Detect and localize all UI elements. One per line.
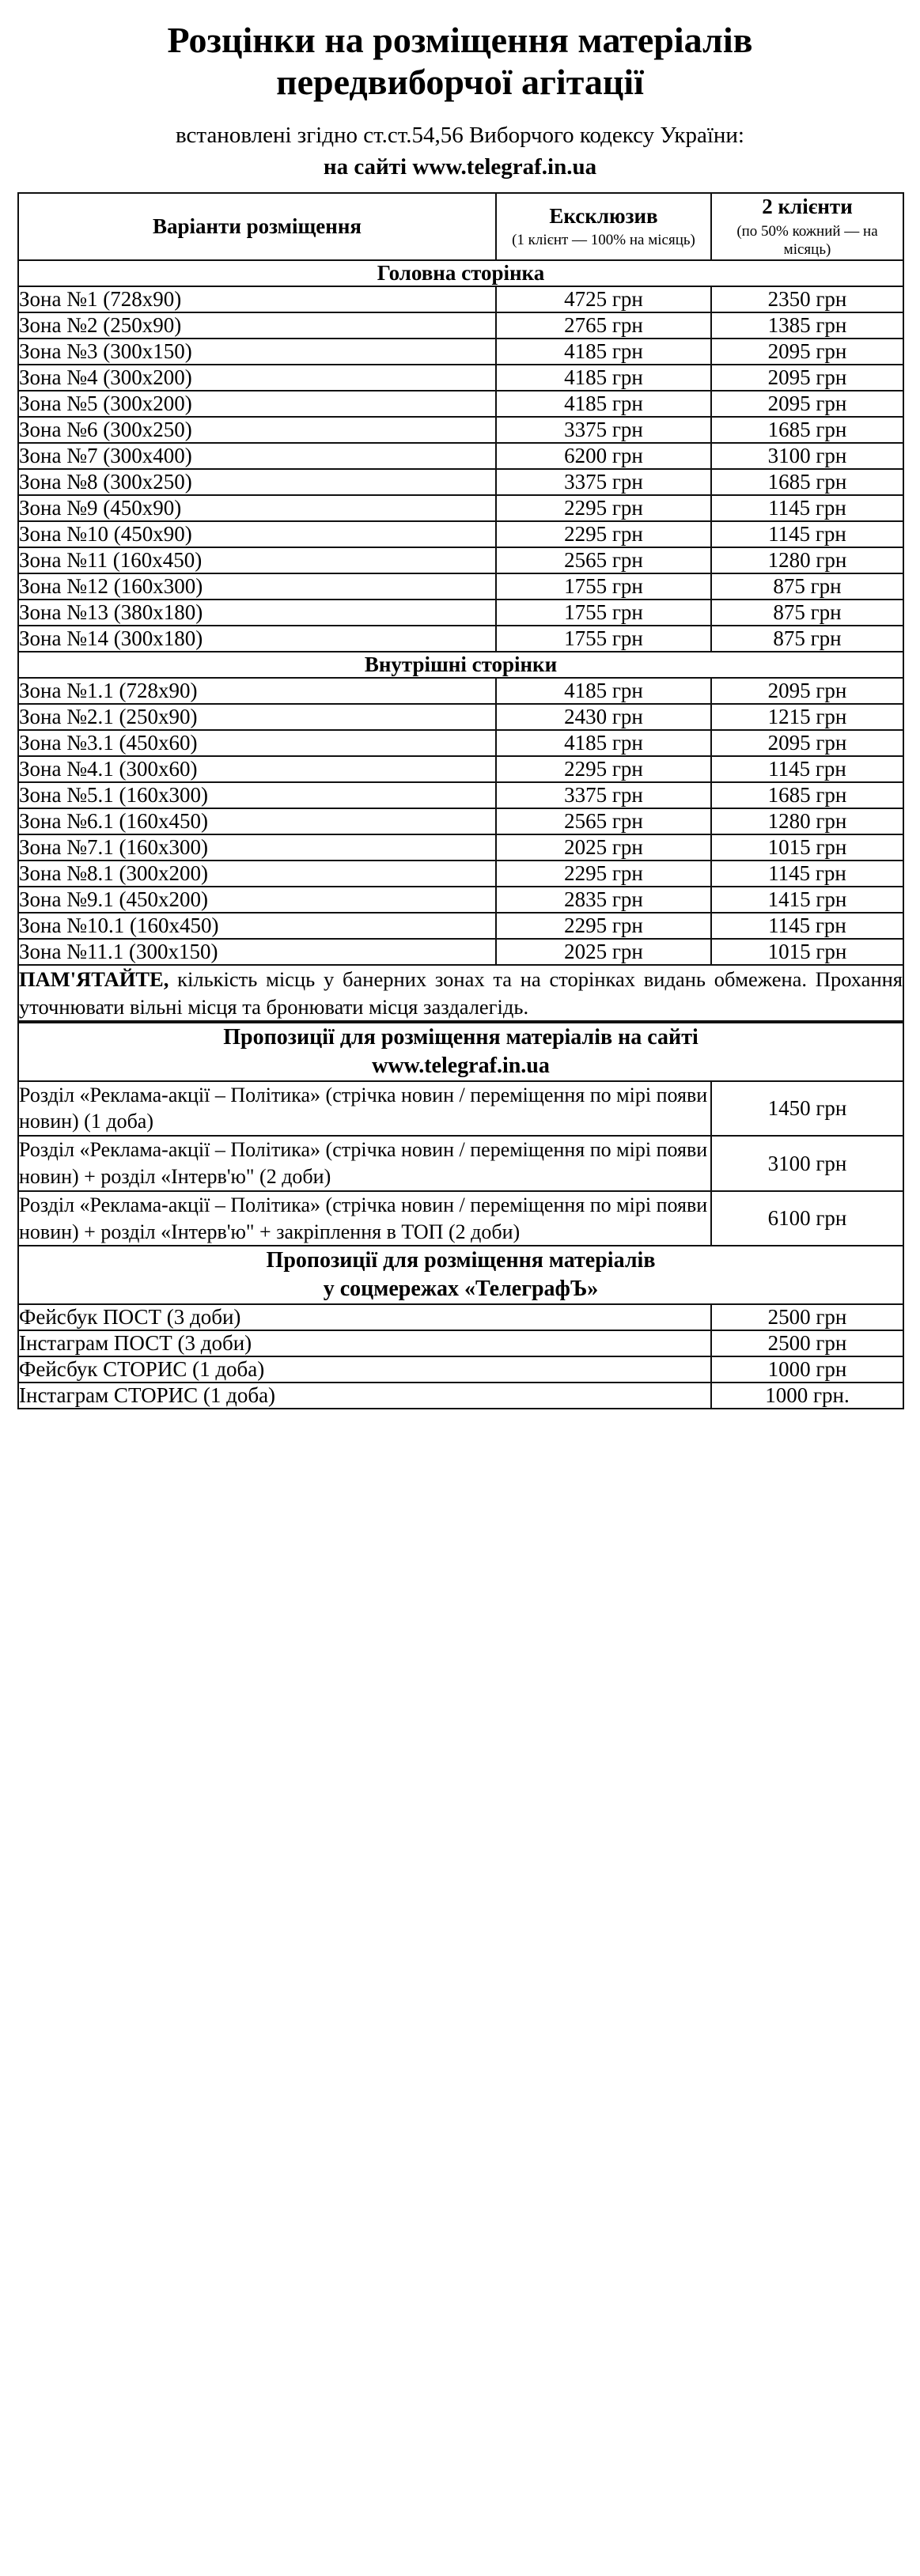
price-exclusive: 2295 грн [496,861,711,887]
price-exclusive: 2025 грн [496,939,711,965]
section-header-row [18,652,903,678]
table-row [18,339,903,365]
header-two-clients-title: 2 клієнти [762,195,853,219]
table-row [18,861,903,887]
price-two-clients: 2095 грн [711,678,903,704]
price-exclusive: 2565 грн [496,547,711,573]
promo-description: Розділ «Реклама-акції – Політика» (стрічка новин / переміщення по мірі появи новин) (1 доба) [18,1081,711,1137]
price-two-clients: 3100 грн [711,443,903,469]
zone-label: Зона №9 (450x90) [18,495,496,521]
social-price: 1000 грн. [711,1383,903,1409]
promo-row [18,1191,903,1246]
table-row [18,939,903,965]
price-exclusive: 1755 грн [496,600,711,626]
table-row [18,573,903,600]
price-two-clients: 1145 грн [711,861,903,887]
zone-label: Зона №5.1 (160x300) [18,782,496,808]
remember-note-row [18,965,903,1021]
price-exclusive: 4185 грн [496,339,711,365]
table-row [18,365,903,391]
price-exclusive: 2430 грн [496,704,711,730]
table-row [18,417,903,443]
promo-offers-table [17,1022,904,1409]
social-row [18,1356,903,1383]
price-two-clients: 1385 грн [711,312,903,339]
price-exclusive: 4185 грн [496,730,711,756]
price-two-clients: 1280 грн [711,808,903,834]
zone-label: Зона №6 (300x250) [18,417,496,443]
section-title: Внутрішні сторінки [18,652,903,678]
zone-label: Зона №10.1 (160x450) [18,913,496,939]
price-two-clients: 875 грн [711,573,903,600]
social-label: Фейсбук ПОСТ (3 доби) [18,1304,711,1330]
zone-label: Зона №3.1 (450x60) [18,730,496,756]
promo-row [18,1081,903,1137]
table-row [18,756,903,782]
promo-description: Розділ «Реклама-акції – Політика» (стрічка новин / переміщення по мірі появи новин) + розділ «Інтерв'ю" + закріплення в ТОП (2 доби) [18,1191,711,1246]
price-exclusive: 2295 грн [496,521,711,547]
remember-note-text: кількість місць у банерних зонах та на сторінках видань обмежена. Прохання уточнювати вільні місця та бронювати місця заздалегідь. [19,967,903,1019]
zone-label: Зона №7 (300x400) [18,443,496,469]
promo-price: 6100 грн [711,1191,903,1246]
zone-label: Зона №13 (380x180) [18,600,496,626]
price-exclusive: 1755 грн [496,626,711,652]
header-exclusive-sub: (1 клієнт — 100% на місяць) [512,232,695,249]
table-row [18,495,903,521]
zone-label: Зона №5 (300x200) [18,391,496,417]
table-row [18,782,903,808]
price-exclusive: 2565 грн [496,808,711,834]
social-header [18,1246,903,1304]
price-two-clients: 1685 грн [711,417,903,443]
social-price: 1000 грн [711,1356,903,1383]
promo-row [18,1136,903,1191]
price-two-clients: 2095 грн [711,730,903,756]
table-row [18,730,903,756]
price-two-clients: 875 грн [711,600,903,626]
price-exclusive: 2295 грн [496,756,711,782]
header-cell-exclusive [496,193,711,260]
zone-label: Зона №3 (300x150) [18,339,496,365]
remember-note [18,965,903,1021]
price-two-clients: 1015 грн [711,939,903,965]
site-subtitle: на сайті www.telegraf.in.ua [323,153,597,180]
zone-label: Зона №6.1 (160x450) [18,808,496,834]
promo-price: 1450 грн [711,1081,903,1137]
zone-label: Зона №11 (160x450) [18,547,496,573]
table-row [18,913,903,939]
social-header-line2: у соцмережах «ТелеграфЪ» [323,1277,599,1302]
price-two-clients: 1415 грн [711,887,903,913]
price-exclusive: 4725 грн [496,286,711,312]
price-exclusive: 1755 грн [496,573,711,600]
zone-label: Зона №10 (450x90) [18,521,496,547]
price-two-clients: 1685 грн [711,782,903,808]
section-header-row [18,260,903,286]
zone-label: Зона №8.1 (300x200) [18,861,496,887]
price-two-clients: 1685 грн [711,469,903,495]
price-exclusive: 2025 грн [496,834,711,861]
header-exclusive-title: Ексклюзив [549,204,658,229]
social-label: Інстаграм СТОРИС (1 доба) [18,1383,711,1409]
table-row [18,547,903,573]
zone-label: Зона №12 (160x300) [18,573,496,600]
header-cell-two-clients [711,193,903,260]
zone-label: Зона №14 (300x180) [18,626,496,652]
price-two-clients: 875 грн [711,626,903,652]
zone-label: Зона №2.1 (250x90) [18,704,496,730]
zone-label: Зона №1.1 (728x90) [18,678,496,704]
promo-header-line1: Пропозиції для розміщення матеріалів на сайті [223,1024,699,1050]
table-row [18,678,903,704]
price-exclusive: 4185 грн [496,391,711,417]
social-price: 2500 грн [711,1330,903,1356]
social-label: Фейсбук СТОРИС (1 доба) [18,1356,711,1383]
price-two-clients: 1145 грн [711,756,903,782]
price-two-clients: 2095 грн [711,339,903,365]
promo-header-row [18,1023,903,1081]
zone-label: Зона №4.1 (300x60) [18,756,496,782]
table-row [18,600,903,626]
table-row [18,443,903,469]
banner-rates-table [17,192,904,1022]
table-row [18,626,903,652]
page-title [17,19,903,104]
table-row [18,808,903,834]
price-two-clients: 1215 грн [711,704,903,730]
section-title: Головна сторінка [18,260,903,286]
social-row [18,1304,903,1330]
social-label: Інстаграм ПОСТ (3 доби) [18,1330,711,1356]
header-two-clients-sub: (по 50% кожний — на місяць) [736,222,878,259]
page-title-line1: Розцінки на розміщення матеріалів [167,20,753,60]
zone-label: Зона №2 (250x90) [18,312,496,339]
zone-label: Зона №9.1 (450x200) [18,887,496,913]
social-price: 2500 грн [711,1304,903,1330]
price-exclusive: 2835 грн [496,887,711,913]
price-exclusive: 2295 грн [496,913,711,939]
table-row [18,469,903,495]
price-exclusive: 3375 грн [496,782,711,808]
table-row [18,834,903,861]
price-two-clients: 1145 грн [711,521,903,547]
zone-label: Зона №11.1 (300x150) [18,939,496,965]
price-two-clients: 1145 грн [711,495,903,521]
promo-header [18,1023,903,1081]
table-row [18,521,903,547]
table-row [18,887,903,913]
price-exclusive: 2295 грн [496,495,711,521]
price-exclusive: 3375 грн [496,417,711,443]
social-row [18,1383,903,1409]
price-exclusive: 6200 грн [496,443,711,469]
table-row [18,391,903,417]
social-row [18,1330,903,1356]
price-two-clients: 2095 грн [711,365,903,391]
zone-label: Зона №4 (300x200) [18,365,496,391]
legal-subtitle: встановлені згідно ст.ст.54,56 Виборчого кодексу України: [176,122,744,148]
social-header-line1: Пропозиції для розміщення матеріалів [266,1248,656,1273]
price-two-clients: 1145 грн [711,913,903,939]
price-exclusive: 2765 грн [496,312,711,339]
price-two-clients: 1280 грн [711,547,903,573]
promo-header-line2: www.telegraf.in.ua [372,1053,550,1078]
zone-label: Зона №8 (300x250) [18,469,496,495]
social-header-row [18,1246,903,1304]
price-exclusive: 3375 грн [496,469,711,495]
price-exclusive: 4185 грн [496,678,711,704]
price-exclusive: 4185 грн [496,365,711,391]
table-row [18,704,903,730]
remember-note-bold: ПАМ'ЯТАЙТЕ, [19,967,169,992]
table-row [18,286,903,312]
promo-price: 3100 грн [711,1136,903,1191]
table-header-row [18,193,903,260]
zone-label: Зона №7.1 (160x300) [18,834,496,861]
price-two-clients: 2350 грн [711,286,903,312]
promo-description: Розділ «Реклама-акції – Політика» (стрічка новин / переміщення по мірі появи новин) + розділ «Інтерв'ю" (2 доби) [18,1136,711,1191]
page-title-line2: передвиборчої агітації [276,62,644,103]
table-row [18,312,903,339]
price-two-clients: 2095 грн [711,391,903,417]
header-cell-variants: Варіанти розміщення [18,193,496,260]
price-two-clients: 1015 грн [711,834,903,861]
zone-label: Зона №1 (728x90) [18,286,496,312]
